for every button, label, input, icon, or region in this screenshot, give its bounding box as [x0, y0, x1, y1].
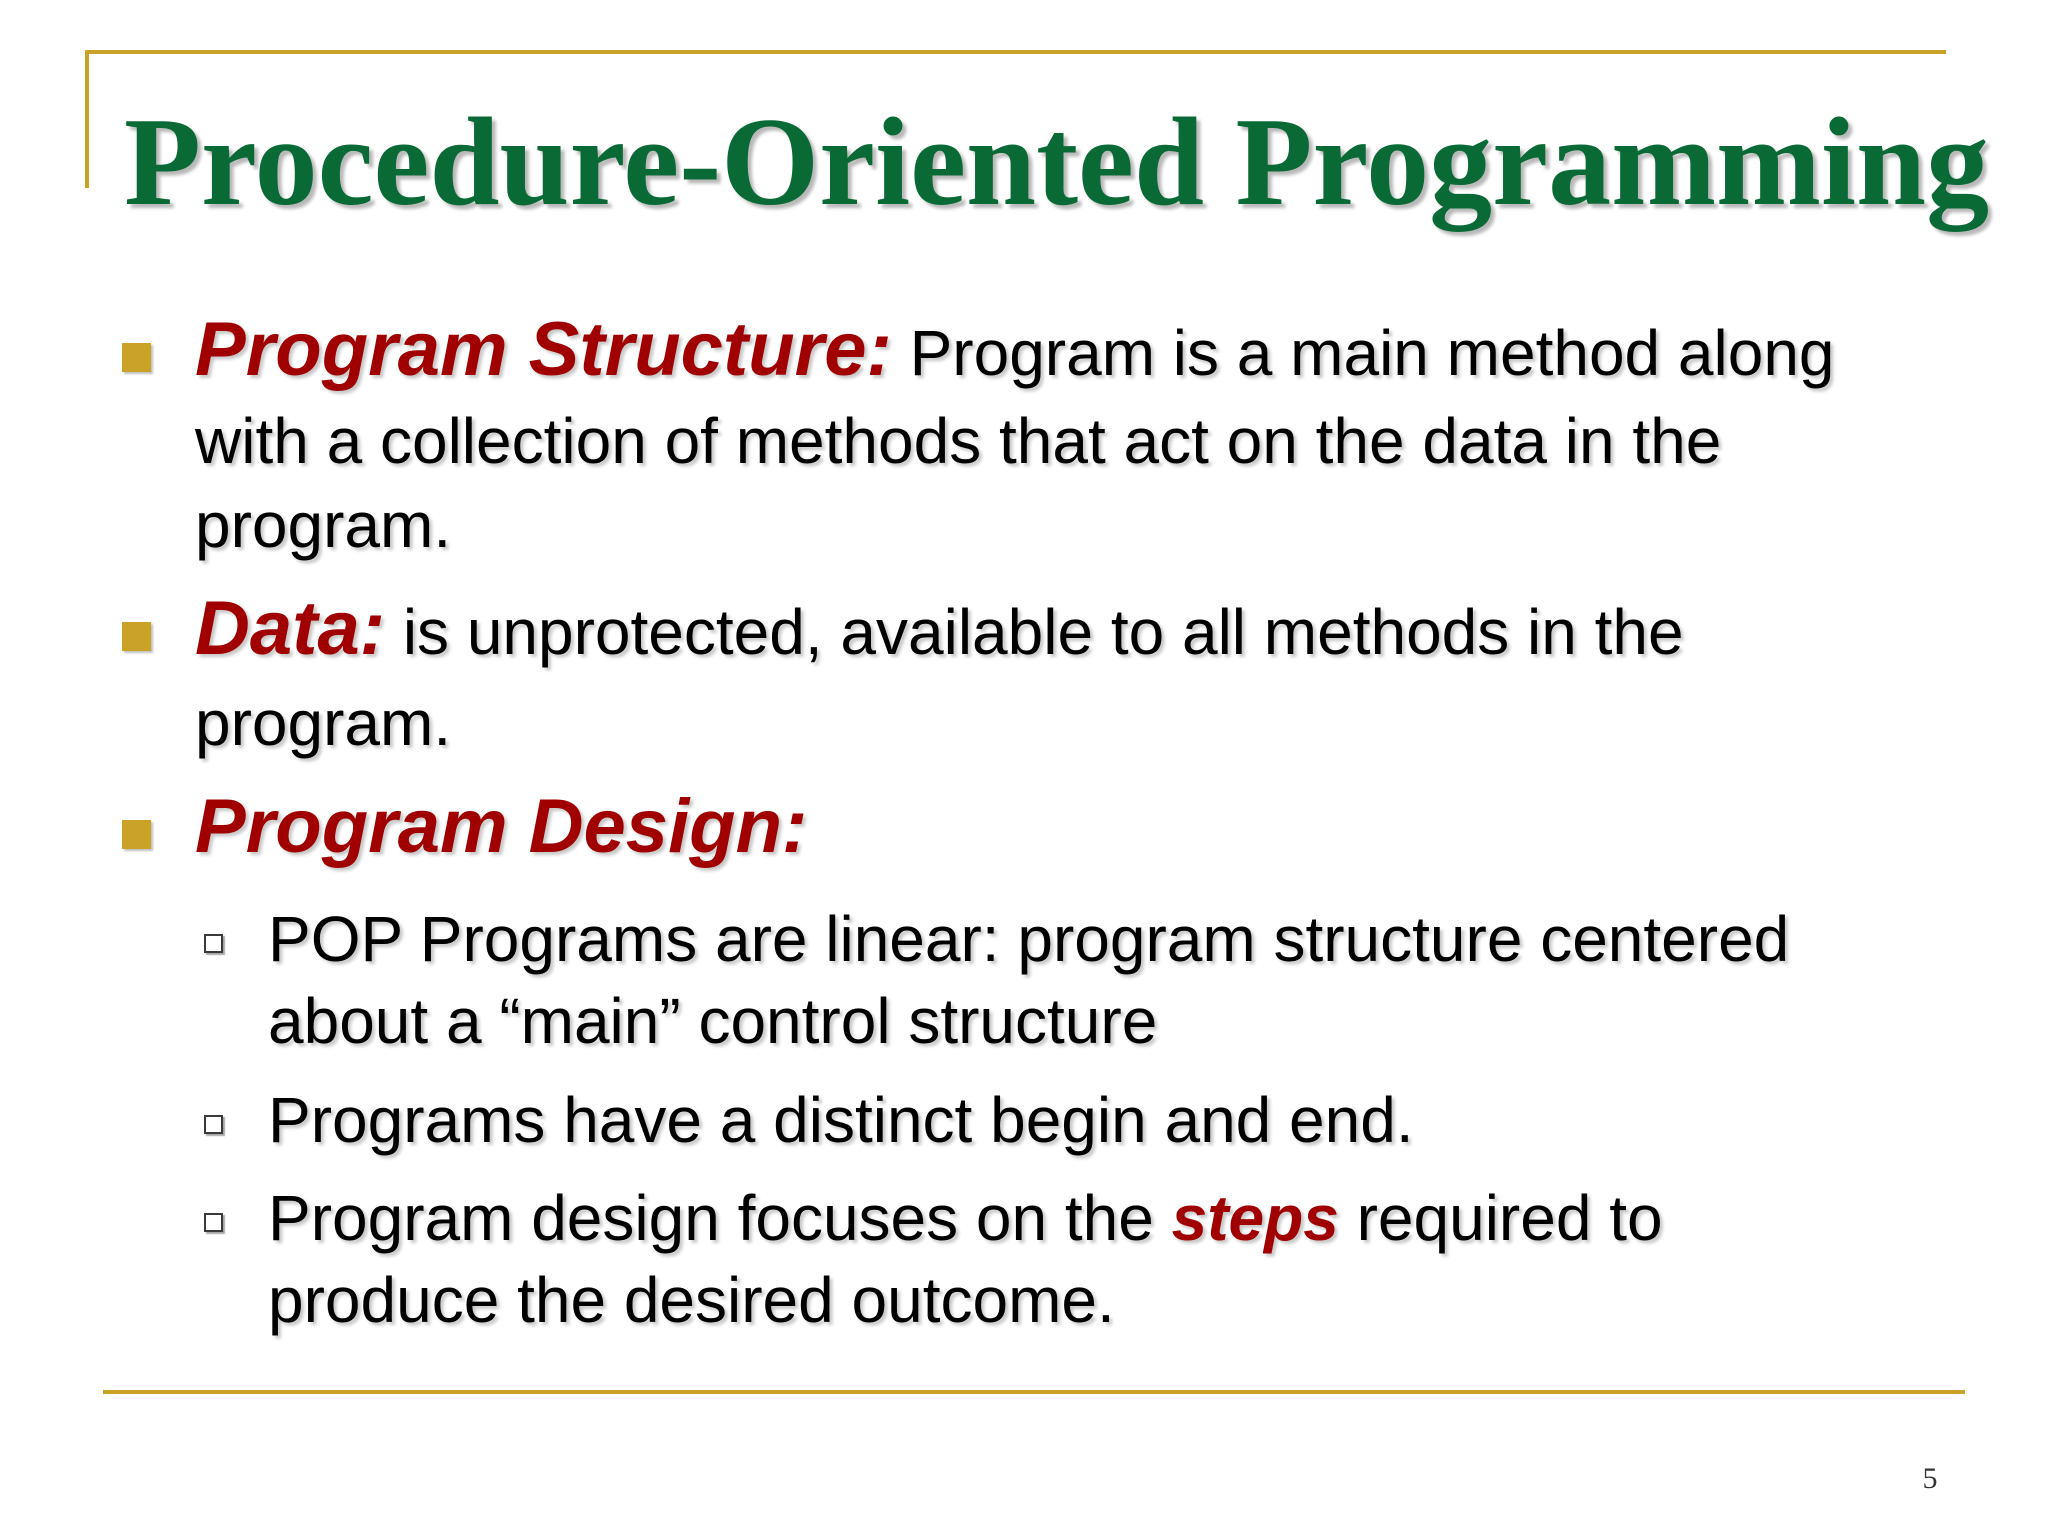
sub-bullet-text: [268, 1177, 1958, 1259]
left-rule: [85, 50, 89, 188]
slide-title: Procedure-Oriented Programming: [124, 93, 1990, 232]
emphasized-word: steps: [1171, 1182, 1339, 1254]
sub-bullet-text-before: Program design focuses on the: [268, 1182, 1172, 1254]
hollow-square-bullet-icon: [204, 934, 223, 953]
bullet-term: Data:: [195, 586, 386, 671]
bullet-line: Program is a main method along: [891, 317, 1835, 389]
sub-bullet-line: about a “main” control structure: [268, 985, 1158, 1057]
bullet-line: program.: [195, 489, 452, 561]
bullet-text: [195, 308, 1965, 395]
sub-bullet-line: produce the desired outcome.: [268, 1264, 1115, 1336]
hollow-square-bullet-icon: [204, 1213, 223, 1232]
sub-bullet-line: Programs have a distinct begin and end.: [268, 1084, 1414, 1156]
bullet-term: Program Design:: [195, 784, 808, 869]
bullet-text: [195, 587, 1965, 674]
bullet-term: Program Structure:: [195, 307, 892, 392]
square-bullet-icon: [122, 820, 151, 849]
square-bullet-icon: [122, 343, 151, 372]
bullet-text: [195, 785, 1965, 872]
top-rule: [85, 50, 1946, 54]
bullet-line: is unprotected, available to all methods in the: [385, 596, 1684, 668]
square-bullet-icon: [122, 622, 151, 651]
bullet-line: program.: [195, 687, 452, 759]
sub-bullet-line: POP Programs are linear: program structure centered: [268, 903, 1790, 975]
hollow-square-bullet-icon: [204, 1115, 223, 1134]
bullet-line: with a collection of methods that act on the data in the: [195, 405, 1722, 477]
bottom-rule: [103, 1390, 1965, 1394]
page-number: 5: [1922, 1462, 1938, 1495]
sub-bullet-text-after: required to: [1338, 1182, 1663, 1254]
